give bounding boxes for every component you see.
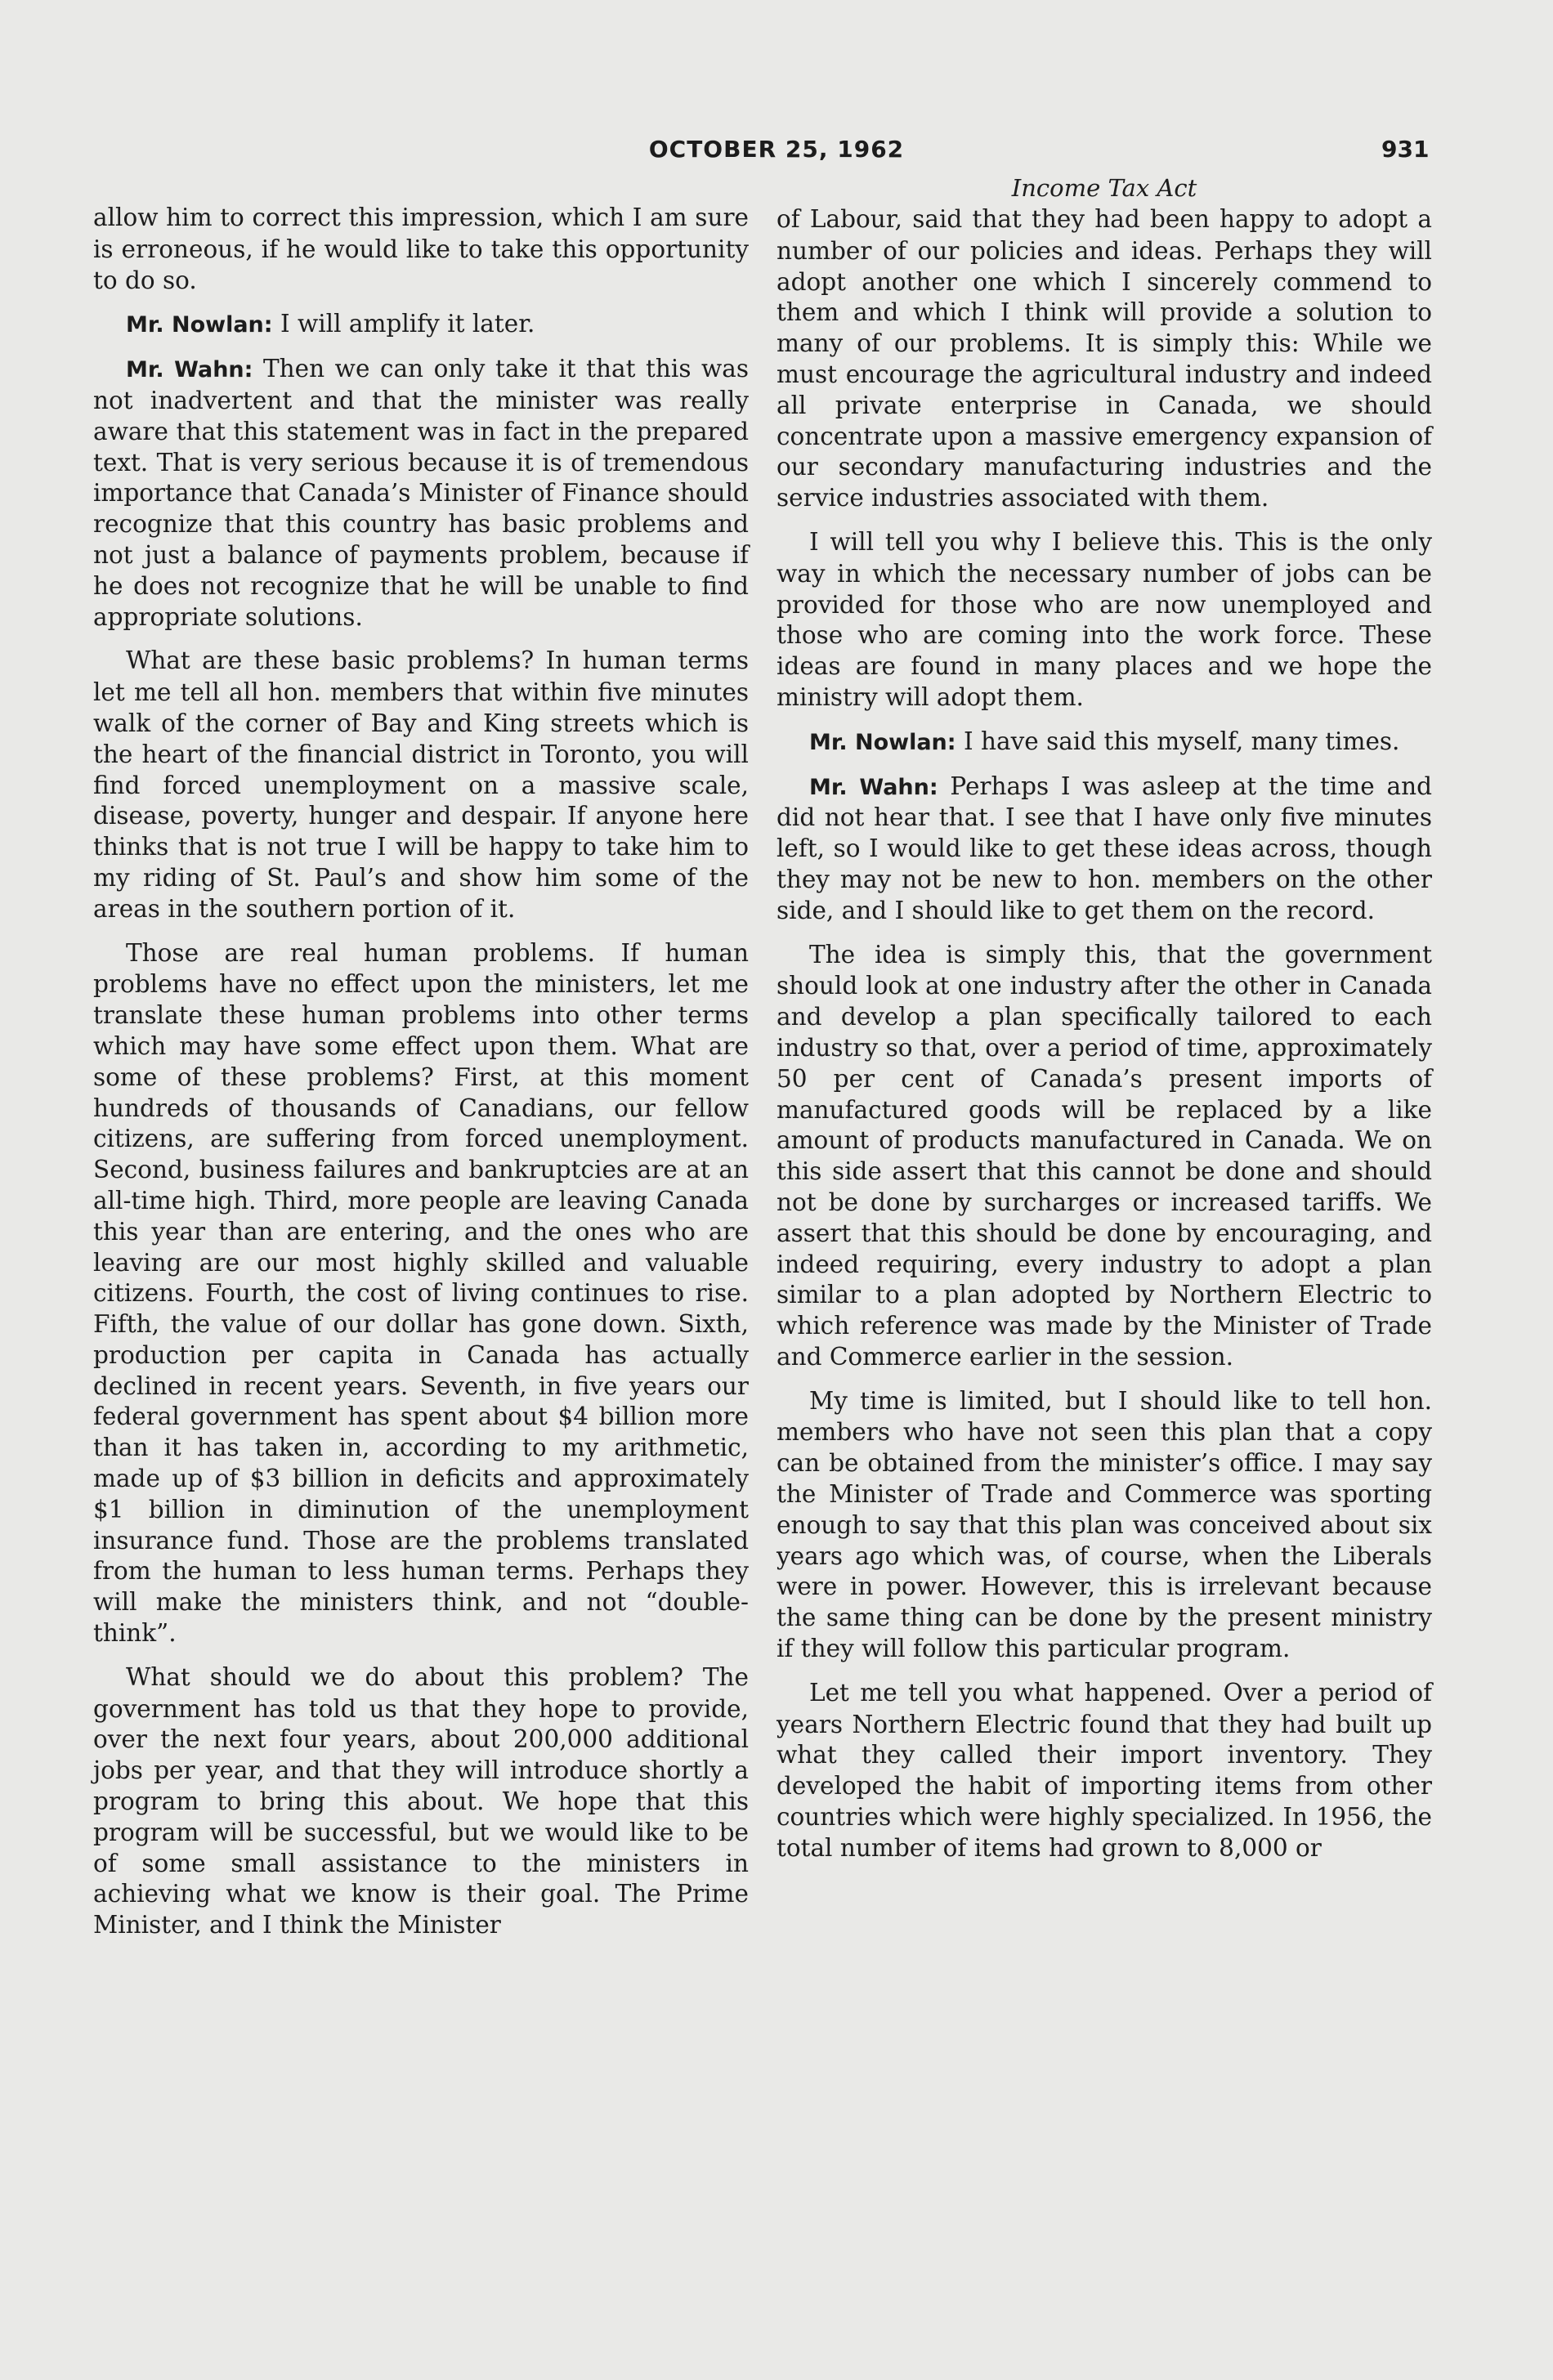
paragraph-text: What are these basic problems? In human terms let me tell all hon. members that within five minutes walk of the corner of Bay and King streets which is the heart of the financial district in Toronto, you will find forced unemployment on a massive scale, disease, poverty, hunger and despair. If anyone here thinks that is not true I will be happy to take him to my riding of St. Paul’s and show him some of the areas in the southern portion of it. [93,646,749,923]
right-column [776,173,1432,1877]
paragraph [776,940,1432,1373]
paragraph-text: I have said this myself, many times. [956,727,1400,755]
paragraph [776,727,1432,758]
paragraph-text: Let me tell you what happened. Over a period of years Northern Electric found that they had built up what they called their import inventory. They developed the habit of importing items from other countries which were highly specialized. In 1956, the total number of items had grown to 8,000 or [776,1678,1432,1862]
speaker-name: Mr. Nowlan: [126,312,273,338]
left-column [93,203,749,1954]
paragraph-text: My time is limited, but I should like to tell hon. members who have not seen this plan that a copy can be obtained from the minister’s office. I may say the Minister of Trade and Commerce was sporting enough to say that this plan was conceived about six years ago which was, of course, when the Liberals were in power. However, this is irrelevant because the same thing can be done by the present ministry if they will follow this particular program. [776,1386,1432,1663]
page-number: 931 [1381,136,1430,163]
paragraph [93,1662,749,1941]
paragraph [93,203,749,296]
paragraph [776,1386,1432,1665]
speaker-name: Mr. Nowlan: [809,729,956,755]
paragraph [93,646,749,924]
paragraph [93,309,749,341]
paragraph-text: allow him to correct this impression, which I am sure is erroneous, if he would like to take this opportunity to do so. [93,204,749,294]
page-date-header: OCTOBER 25, 1962 [648,136,905,163]
paragraph-text: What should we do about this problem? The government has told us that they hope to provide, over the next four years, about 200,000 additional jobs per year, and that they will introduce shortly a program to bring this about. We hope that this program will be successful, but we would like to be of some small assistance to the ministers in achieving what we know is their goal. The Prime Minister, and I think the Minister [93,1662,749,1939]
paragraph [776,1678,1432,1864]
paragraph [776,772,1432,927]
paragraph [93,938,749,1649]
speaker-name: Mr. Wahn: [809,774,938,800]
running-title: Income Tax Act [1011,174,1197,202]
paragraph [93,354,749,633]
speaker-name: Mr. Wahn: [126,357,253,383]
paragraph-text: The idea is simply this, that the government should look at one industry after the other in Canada and develop a plan specifically tailored to each industry so that, over a period of time, approximately 50 per cent of Canada’s present imports of manufactured goods will be replaced by a like amount of products manufactured in Canada. We on this side assert that this cannot be done and should not be done by surcharges or increased tariffs. We assert that this should be done by encouraging, and indeed requiring, every industry to adopt a plan similar to a plan adopted by Northern Electric to which reference was made by the Minister of Trade and Commerce earlier in the session. [776,940,1432,1371]
paragraph [776,204,1432,514]
paragraph-text: Those are real human problems. If human problems have no effect upon the ministers, let me translate these human problems into other terms which may have some effect upon them. What are some of these problems? First, at this moment hundreds of thousands of Canadians, our fellow citizens, are suffering from forced unemployment. Second, business failures and bankruptcies are at an all-time high. Third, more people are leaving Canada this year than are entering, and the ones who are leaving are our most highly skilled and valuable citizens. Fourth, the cost of living continues to rise. Fifth, the value of our dollar has gone down. Sixth, production per capita in Canada has actually declined in recent years. Seventh, in five years our federal government has spent about $4 billion more than it has taken in, according to my arithmetic, made up of $3 billion in deficits and approximately $1 billion in diminution of the unemployment insurance fund. Those are the problems translated from the human to less human terms. Perhaps they will make the ministers think, and not “double-think”. [93,938,749,1648]
paragraph-text: I will amplify it later. [272,310,535,338]
paragraph-text: of Labour, said that they had been happy to adopt a number of our policies and ideas. Perhaps they will adopt another one which I sincerely commend to them and which I think will provide a solution to many of our problems. It is simply this: While we must encourage the agricultural industry and indeed all private enterprise in Canada, we should concentrate upon a massive emergency expansion of our secondary manufacturing industries and the service industries associated with them. [776,205,1432,512]
paragraph-text: I will tell you why I believe this. This is the only way in which the necessary number of jobs can be provided for those who are now unemployed and those who are coming into the work force. These ideas are found in many places and we hope the ministry will adopt them. [776,527,1432,711]
paragraph [776,527,1432,714]
paragraph-text: Perhaps I was asleep at the time and did not hear that. I see that I have only five minutes left, so I would like to get these ideas across, though they may not be new to hon. members on the other side, and I should like to get them on the record. [776,772,1432,924]
paragraph-text: Then we can only take it that this was not inadvertent and that the minister was really aware that this statement was in fact in the prepared text. That is very serious because it is of tremendous importance that Canada’s Minister of Finance should recognize that this country has basic problems and not just a balance of payments problem, because if he does not recognize that he will be unable to find appropriate solutions. [93,355,749,631]
